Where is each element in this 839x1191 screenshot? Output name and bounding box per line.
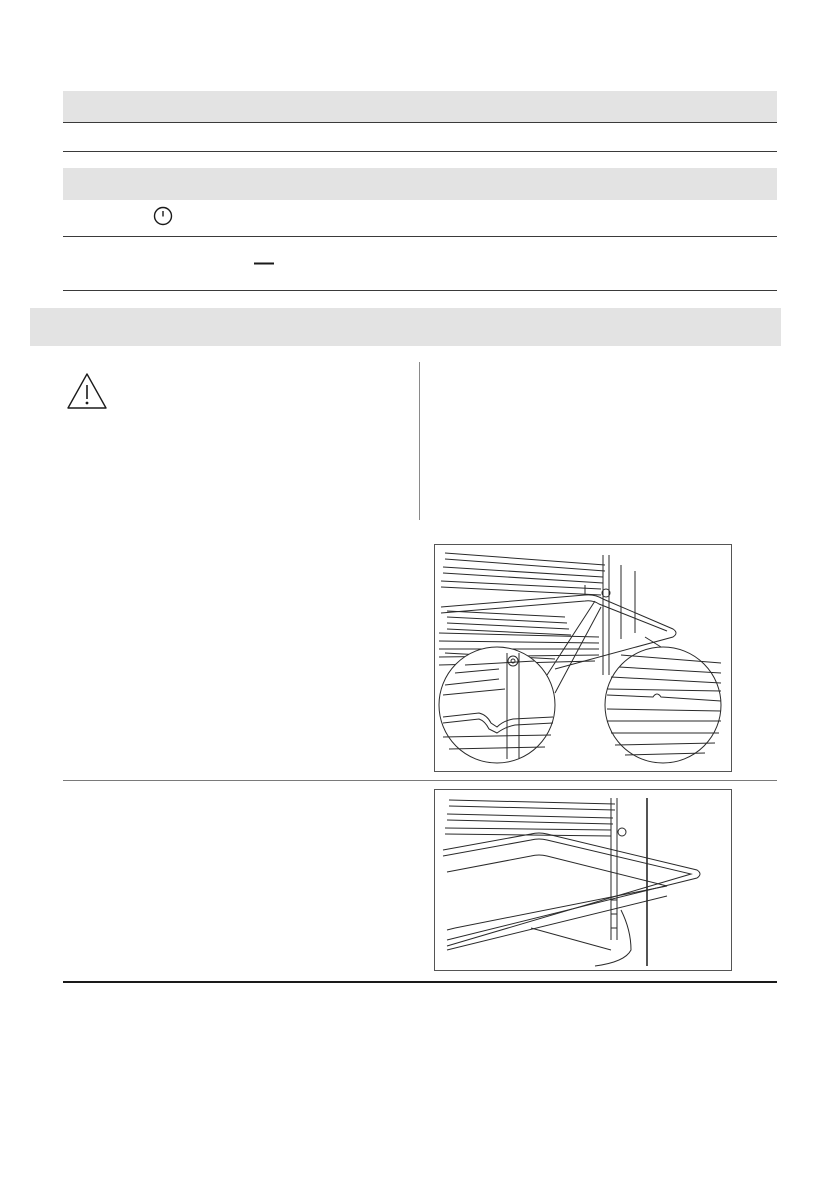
wire-shelf-illustration	[434, 544, 732, 772]
section-header-band	[30, 308, 781, 346]
table2-row-rule-1	[63, 236, 777, 237]
table2-header-band	[63, 168, 777, 200]
table1-header-band	[63, 91, 777, 122]
tray-illustration	[434, 789, 732, 971]
clock-icon	[153, 206, 173, 231]
warning-icon	[66, 372, 108, 415]
table1-header-rule	[63, 122, 777, 123]
minus-icon	[254, 253, 274, 271]
table1-row-rule	[63, 151, 777, 152]
table2-row-rule-2	[63, 290, 777, 291]
section-bottom-rule	[63, 981, 777, 983]
warning-column-divider	[419, 362, 420, 520]
step-divider-rule	[63, 780, 777, 781]
